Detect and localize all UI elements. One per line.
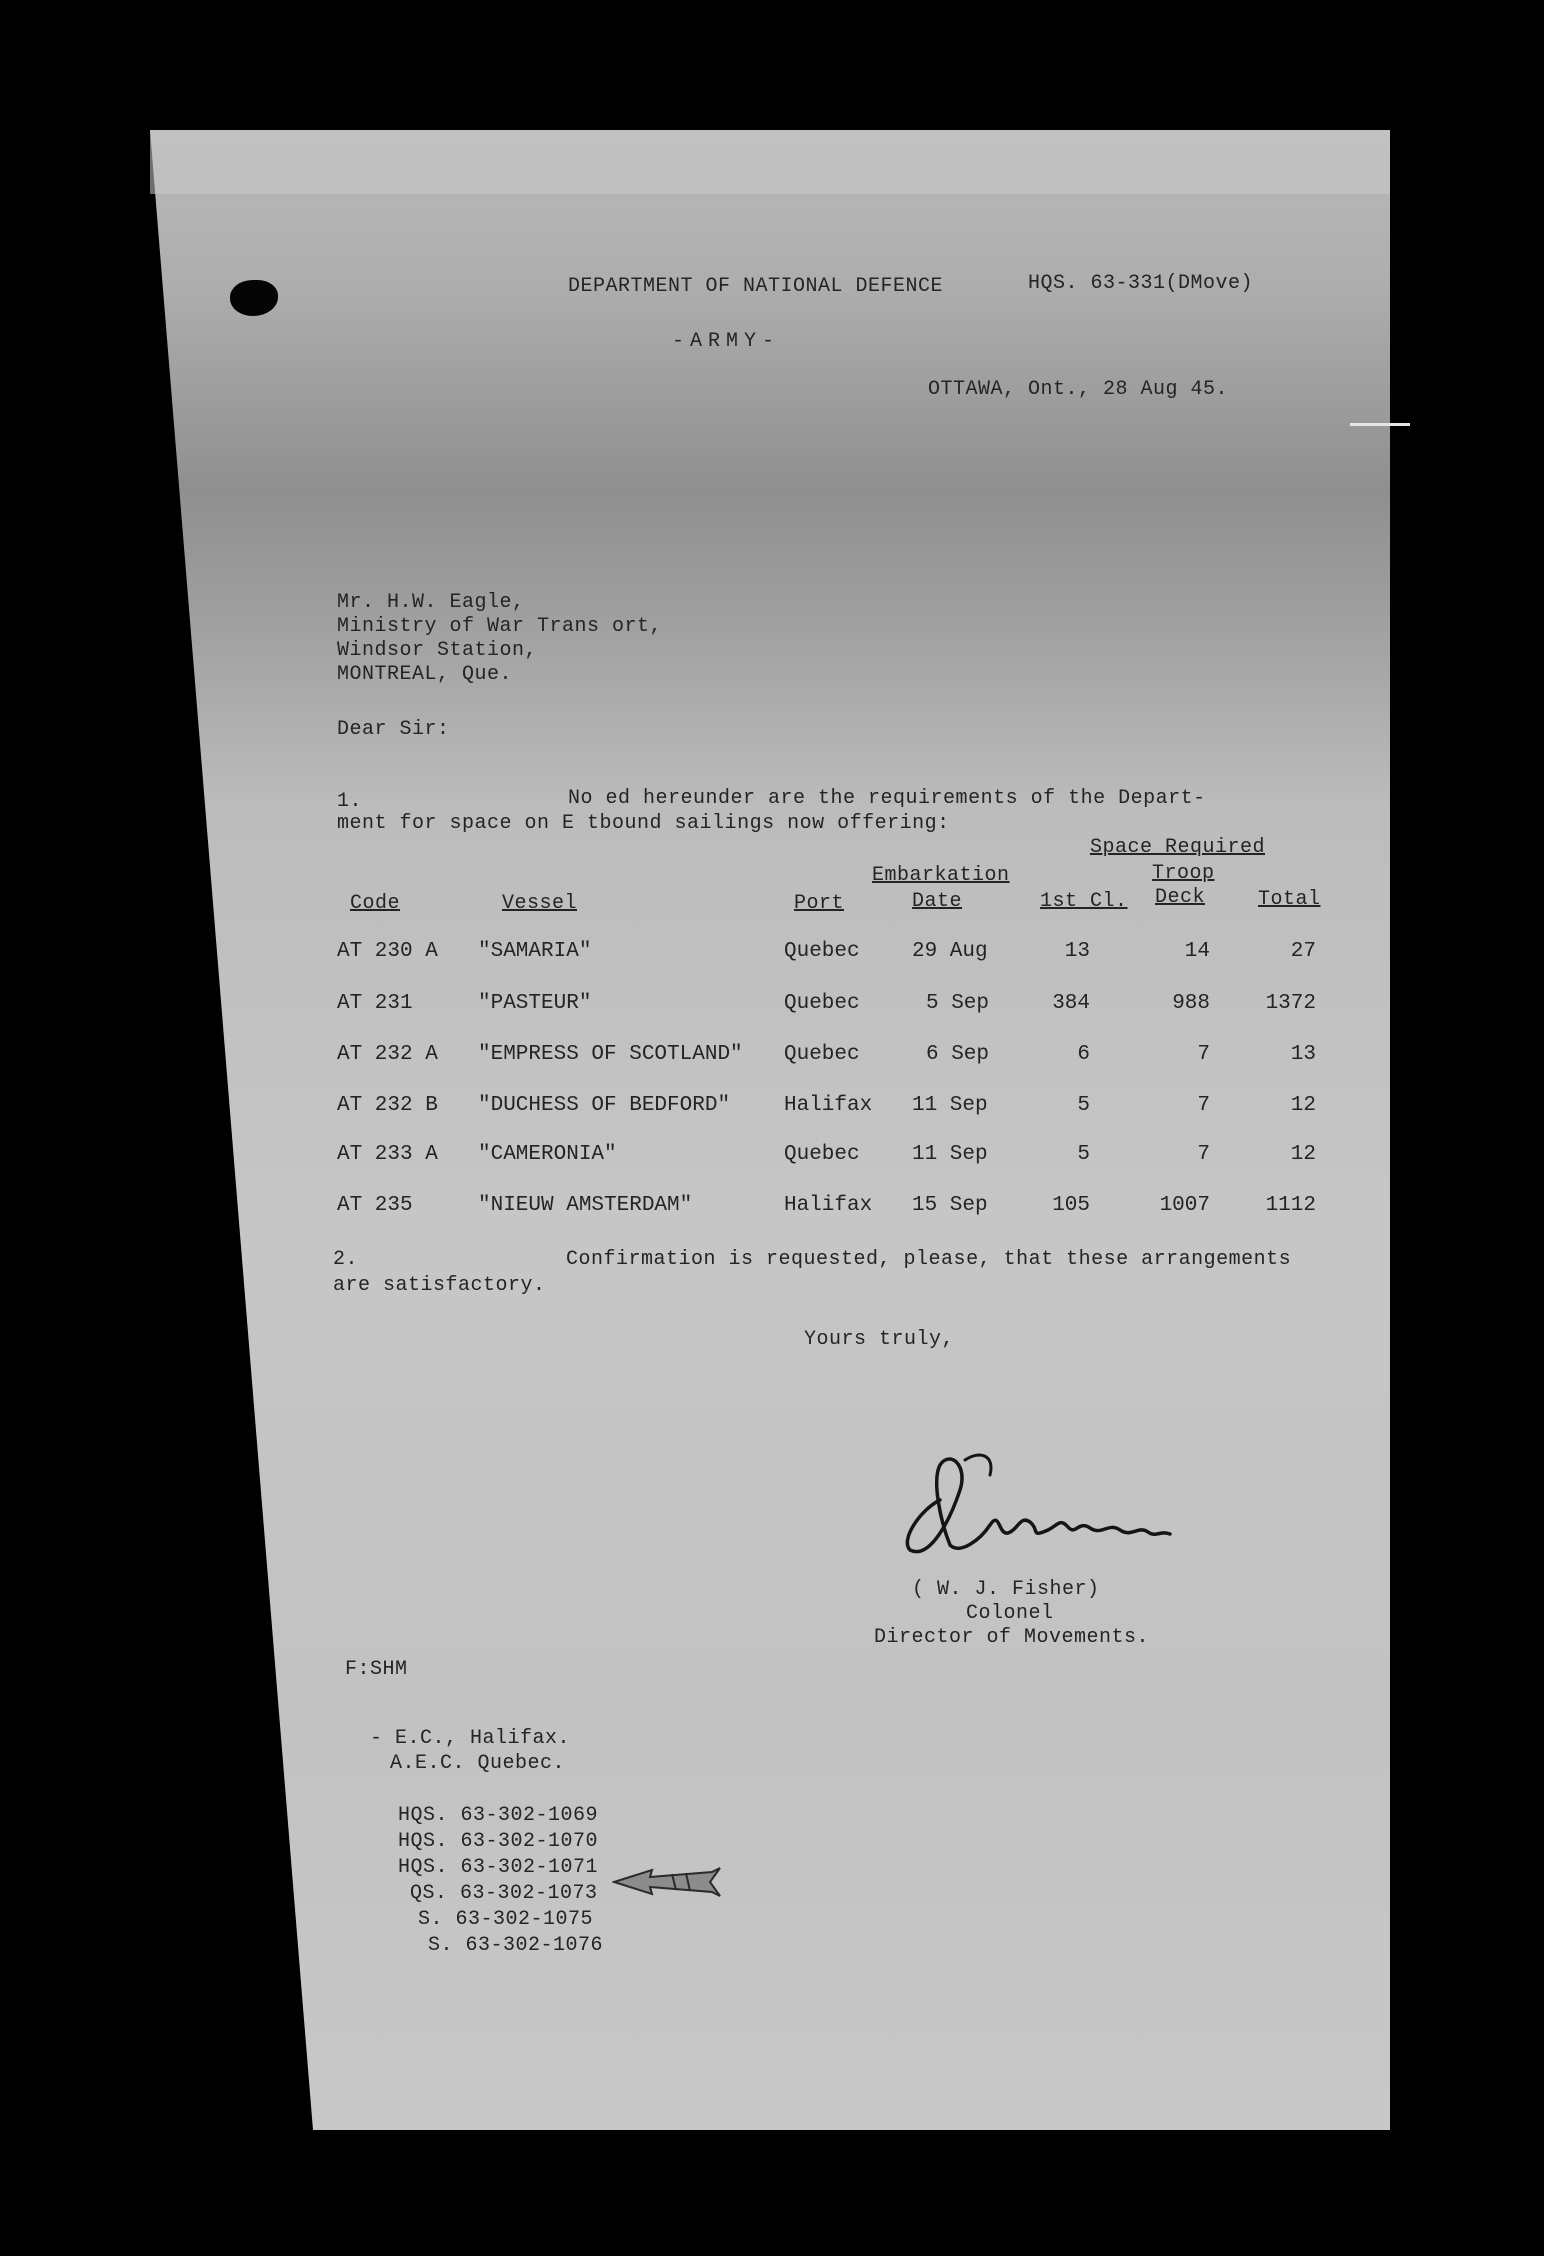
- row-5-code: AT 233 A: [337, 1143, 438, 1166]
- closing: Yours truly,: [804, 1328, 955, 1351]
- salutation: Dear Sir:: [337, 718, 450, 741]
- reference-initials: F:SHM: [345, 1658, 408, 1681]
- row-3-code: AT 232 A: [337, 1043, 438, 1066]
- addressee-line-2: Ministry of War Trans ort,: [337, 615, 663, 638]
- row-1-date: 29 Aug: [912, 940, 988, 963]
- handwritten-signature: [880, 1430, 1180, 1580]
- paper-top-band: [150, 130, 1390, 194]
- code-header: Code: [350, 892, 401, 915]
- document-page: [150, 130, 1390, 2130]
- place-date: OTTAWA, Ont., 28 Aug 45.: [928, 378, 1229, 401]
- port-header: Port: [794, 892, 845, 915]
- scan-mark: [1350, 423, 1410, 426]
- row-1-port: Quebec: [784, 940, 860, 963]
- paragraph-1-line-2: ment for space on E tbound sailings now offering:: [337, 812, 950, 835]
- row-5-date: 11 Sep: [912, 1143, 988, 1166]
- paragraph-2-number: 2.: [333, 1248, 359, 1271]
- signatory-rank: Colonel: [966, 1602, 1054, 1625]
- row-2-vessel: "PASTEUR": [478, 992, 592, 1015]
- troop-header: Troop: [1152, 862, 1215, 885]
- row-5-troop: 7: [1197, 1143, 1210, 1166]
- row-6-port: Halifax: [784, 1194, 873, 1217]
- copy-line-1: - E.C., Halifax.: [370, 1727, 571, 1750]
- row-3-vessel: "EMPRESS OF SCOTLAND": [478, 1043, 743, 1066]
- row-6-troop: 1007: [1159, 1194, 1210, 1217]
- row-6-date: 15 Sep: [912, 1194, 988, 1217]
- file-reference: HQS. 63-331(DMove): [1028, 272, 1254, 295]
- row-4-total: 12: [1290, 1094, 1316, 1117]
- file-number-4: QS. 63-302-1073: [410, 1882, 598, 1905]
- branch-heading: -ARMY-: [672, 330, 781, 353]
- paragraph-1-number: 1.: [337, 790, 363, 813]
- embarkation-header: Embarkation: [872, 864, 1010, 887]
- department-heading: DEPARTMENT OF NATIONAL DEFENCE: [568, 275, 944, 298]
- row-1-total: 27: [1290, 940, 1316, 963]
- row-5-port: Quebec: [784, 1143, 860, 1166]
- row-4-first: 5: [1077, 1094, 1090, 1117]
- file-number-1: HQS. 63-302-1069: [398, 1804, 599, 1827]
- hand-drawn-arrow-icon: [612, 1862, 724, 1902]
- space-required-header: Space Required: [1090, 836, 1266, 859]
- row-2-date: 5 Sep: [926, 992, 990, 1015]
- row-4-date: 11 Sep: [912, 1094, 988, 1117]
- row-2-first: 384: [1052, 992, 1090, 1015]
- row-2-troop: 988: [1172, 992, 1210, 1015]
- row-5-vessel: "CAMERONIA": [478, 1143, 617, 1166]
- addressee-line-4: MONTREAL, Que.: [337, 663, 513, 686]
- row-1-first: 13: [1064, 940, 1090, 963]
- row-1-troop: 14: [1184, 940, 1210, 963]
- row-2-port: Quebec: [784, 992, 860, 1015]
- row-4-troop: 7: [1197, 1094, 1210, 1117]
- row-5-first: 5: [1077, 1143, 1090, 1166]
- file-number-5: S. 63-302-1075: [418, 1908, 594, 1931]
- row-5-total: 12: [1290, 1143, 1316, 1166]
- date-header: Date: [912, 890, 963, 913]
- row-4-code: AT 232 B: [337, 1094, 438, 1117]
- paragraph-2-line-2: are satisfactory.: [333, 1274, 546, 1297]
- addressee-line-1: Mr. H.W. Eagle,: [337, 591, 525, 614]
- row-6-code: AT 235: [337, 1194, 413, 1217]
- row-6-first: 105: [1052, 1194, 1090, 1217]
- row-4-vessel: "DUCHESS OF BEDFORD": [478, 1094, 731, 1117]
- signatory-name: ( W. J. Fisher): [912, 1578, 1100, 1601]
- row-1-vessel: "SAMARIA": [478, 940, 592, 963]
- total-header: Total: [1258, 888, 1321, 911]
- file-number-2: HQS. 63-302-1070: [398, 1830, 599, 1853]
- row-3-first: 6: [1077, 1043, 1090, 1066]
- row-6-vessel: "NIEUW AMSTERDAM": [478, 1194, 693, 1217]
- vessel-header: Vessel: [502, 892, 578, 915]
- row-1-code: AT 230 A: [337, 940, 438, 963]
- row-3-total: 13: [1290, 1043, 1316, 1066]
- first-class-header: 1st Cl.: [1040, 890, 1128, 913]
- paragraph-2-line-1: Confirmation is requested, please, that these arrangements: [566, 1248, 1292, 1271]
- addressee-line-3: Windsor Station,: [337, 639, 538, 662]
- deck-header: Deck: [1155, 886, 1206, 909]
- signatory-title: Director of Movements.: [874, 1626, 1150, 1649]
- row-2-code: AT 231: [337, 992, 413, 1015]
- file-number-6: S. 63-302-1076: [428, 1934, 604, 1957]
- row-4-port: Halifax: [784, 1094, 873, 1117]
- copy-line-2: A.E.C. Quebec.: [390, 1752, 566, 1775]
- paragraph-1-line-1: No ed hereunder are the requirements of the Depart-: [568, 787, 1206, 810]
- row-3-port: Quebec: [784, 1043, 860, 1066]
- row-3-troop: 7: [1197, 1043, 1210, 1066]
- file-number-3: HQS. 63-302-1071: [398, 1856, 599, 1879]
- row-6-total: 1112: [1265, 1194, 1316, 1217]
- row-2-total: 1372: [1265, 992, 1316, 1015]
- row-3-date: 6 Sep: [926, 1043, 990, 1066]
